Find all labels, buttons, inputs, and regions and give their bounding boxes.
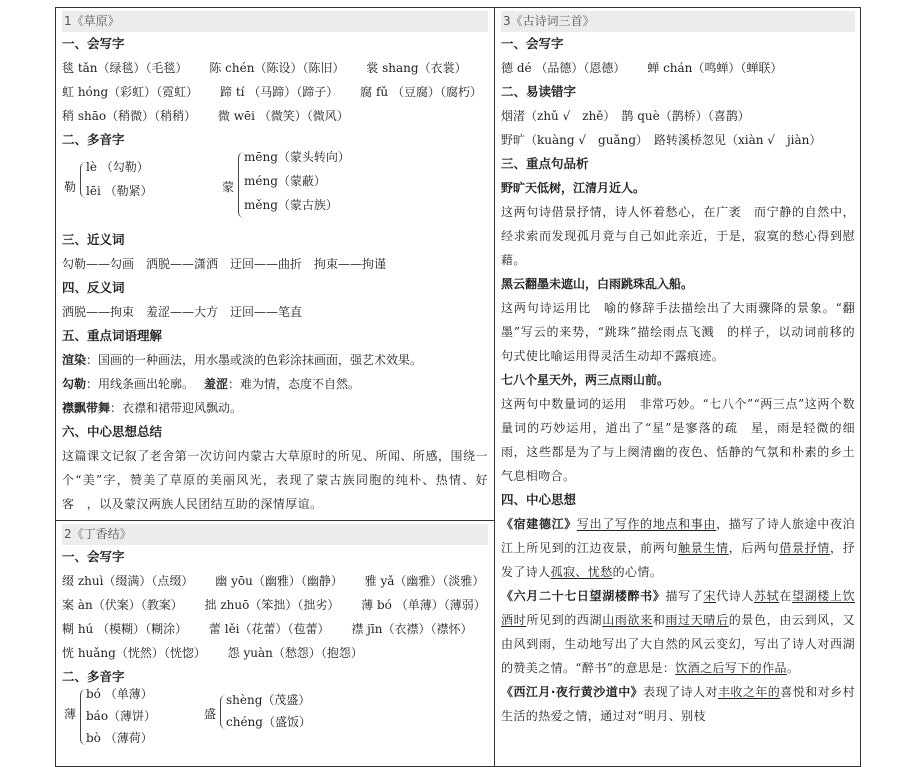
underlined-phrase: 孤寂、忧愁 bbox=[550, 565, 613, 579]
definition-line bbox=[62, 348, 488, 372]
poem-title: 《宿建德江》 bbox=[501, 517, 577, 531]
underlined-phrase: 饮酒之后写下的作品 bbox=[675, 661, 787, 675]
underlined-phrase: 借景抒情 bbox=[779, 541, 830, 555]
study-sheet bbox=[55, 7, 861, 767]
theme-text: 在 bbox=[779, 589, 792, 603]
word-line bbox=[62, 641, 488, 665]
underlined-phrase: 宋 bbox=[703, 589, 717, 603]
lesson-2-panel bbox=[56, 524, 494, 749]
theme-text: 描写了 bbox=[665, 589, 704, 603]
polyphone-reading: mēng（蒙头转向） bbox=[244, 150, 350, 164]
polyphone-char: 勒 bbox=[64, 180, 77, 194]
word-entry: 怨 yuàn（愁怨）（抱怨） bbox=[227, 646, 363, 660]
underlined-phrase: 触景生情 bbox=[678, 541, 729, 555]
section-title: 一、会写字 bbox=[62, 36, 125, 51]
theme-paragraph bbox=[501, 584, 855, 680]
polyphone-reading: bó （单薄） bbox=[86, 687, 153, 701]
word-entry: 毯 tǎn（绿毯）（毛毯） bbox=[62, 61, 188, 75]
polyphone-reading: lēi （勒紧） bbox=[86, 184, 153, 198]
theme-text: 的心情。 bbox=[612, 565, 663, 579]
section-title: 四、反义词 bbox=[62, 280, 125, 295]
analysis-paragraph: 这两句诗借景抒情，诗人怀着愁心，在广袤 而宁静的自然中，经求索而发现孤月竟与自己如此亲近，于是，寂寞的愁心得到慰藉。 bbox=[501, 205, 855, 267]
theme-text: ，抒发了诗人 bbox=[501, 541, 855, 579]
definition-term: 勾勒 bbox=[62, 377, 87, 391]
word-entry: 虹 hóng（彩虹）（霓虹） bbox=[62, 85, 199, 99]
word-entry: 腐 fǔ （豆腐）（腐朽） bbox=[360, 85, 482, 99]
word-entry: 德 dé （品德）（恩德） bbox=[501, 61, 626, 75]
word-entry: 糊 hú （模糊）（糊涂） bbox=[62, 622, 188, 636]
poem-title: 《六月二十七日望湖楼醉书》 bbox=[501, 589, 666, 603]
summary-paragraph: 这篇课文记叙了老舍第一次访问内蒙古大草原时的所见、所闻、所感，围绕一个“美”字，赞美了草原的美丽风光，表现了蒙古族同胞的纯朴、热情、好客 ，以及蒙汉两族人民团结互助的深情厚谊。 bbox=[62, 449, 488, 511]
definition-text: ：难为情，态度不自然。 bbox=[228, 377, 361, 391]
polyphone-char: 蒙 bbox=[222, 180, 235, 194]
word-entry: 微 wēi （微笑）（微风） bbox=[217, 109, 349, 123]
underlined-phrase: 望湖楼上饮酒时 bbox=[501, 589, 855, 627]
underlined-phrase: 丰收之年的 bbox=[717, 685, 781, 699]
section-title: 二、多音字 bbox=[62, 132, 125, 147]
word-line bbox=[62, 56, 488, 80]
underlined-phrase: 雨过天晴后 bbox=[665, 613, 729, 627]
analysis-paragraph: 这两句中数量词的运用 非常巧妙。“七八个”“两三点”这两个数量词的巧妙运用，道出了“星”是寥落的疏 星，雨是轻微的细雨，这些都是为了与上阕清幽的夜色、恬静的气氛和朴素的乡土气息相吻合。 bbox=[501, 397, 855, 483]
polyphone-reading: bò （薄荷） bbox=[86, 731, 153, 745]
definition-term: 羞涩 bbox=[204, 377, 229, 391]
section-title: 二、易读错字 bbox=[501, 84, 577, 99]
word-line bbox=[501, 56, 855, 80]
theme-paragraph bbox=[501, 512, 855, 584]
section-title: 六、中心思想总结 bbox=[62, 424, 163, 439]
word-entry: 案 àn（伏案）（教案） bbox=[62, 598, 183, 612]
misread-line: 烟渚（zhǔ √ zhě） 鹊 què（鹊桥）（喜鹊） bbox=[501, 109, 750, 123]
word-entry: 裳 shang（衣裳） bbox=[366, 61, 467, 75]
polyphone-block bbox=[62, 152, 488, 228]
word-line bbox=[62, 569, 488, 593]
polyphone-reading: báo（薄饼） bbox=[86, 709, 157, 723]
polyphone-reading: měng（蒙古族） bbox=[244, 198, 338, 212]
underlined-phrase: 山雨欲来 bbox=[602, 613, 653, 627]
theme-text: 。 bbox=[786, 661, 800, 675]
key-sentence: 七八个星天外，两三点雨山前。 bbox=[501, 373, 670, 387]
word-line bbox=[62, 593, 488, 617]
definition-term: 襟飘带舞 bbox=[62, 401, 111, 415]
word-entry: 恍 huǎng（恍然）（恍惚） bbox=[62, 646, 206, 660]
polyphone-block bbox=[62, 689, 488, 749]
right-column bbox=[495, 8, 861, 728]
definition-line bbox=[62, 372, 488, 396]
analysis-paragraph: 这两句诗运用比 喻的修辞手法描绘出了大雨骤降的景象。“翻墨”写云的来势，“跳珠”描绘雨点飞溅 的样子，以动词前移的句式使比喻运用得灵活生动却不露痕迹。 bbox=[501, 301, 855, 363]
poem-title: 《西江月·夜行黄沙道中》 bbox=[501, 685, 644, 699]
definition-text: ：衣襟和裙带迎风飘动。 bbox=[110, 401, 243, 415]
definition-term: 渲染 bbox=[62, 353, 87, 367]
polyphone-char: 薄 bbox=[64, 707, 77, 721]
key-sentence: 野旷天低树，江清月近人。 bbox=[501, 181, 646, 195]
word-entry: 薄 bó （单薄）（薄弱） bbox=[361, 598, 486, 612]
word-entry: 缀 zhuì（缀满）（点缀） bbox=[62, 574, 194, 588]
word-entry: 拙 zhuō（笨拙）（拙劣） bbox=[204, 598, 340, 612]
theme-paragraph bbox=[501, 680, 855, 728]
word-entry: 稍 shāo（稍微）（稍稍） bbox=[62, 109, 197, 123]
word-line bbox=[62, 617, 488, 641]
polyphone-reading: lè （勾勒） bbox=[86, 160, 149, 174]
definition-text: ：国画的一种画法，用水墨或淡的色彩涂抹画面，强艺术效果。 bbox=[86, 353, 423, 367]
theme-text: 所见到的西湖 bbox=[526, 613, 603, 627]
word-entry: 襟 jīn（衣襟）（襟怀） bbox=[351, 622, 473, 636]
word-entry: 雅 yǎ（幽雅）（淡雅） bbox=[364, 574, 485, 588]
left-column bbox=[56, 8, 495, 766]
section-title: 一、会写字 bbox=[501, 36, 564, 51]
theme-text: 代诗人 bbox=[716, 589, 755, 603]
section-title: 三、重点句品析 bbox=[501, 156, 589, 171]
word-line bbox=[62, 80, 488, 104]
word-entry: 蹄 tí （马蹄）（蹄子） bbox=[220, 85, 339, 99]
key-sentence: 黑云翻墨未遮山，白雨跳珠乱入船。 bbox=[501, 277, 694, 291]
underlined-phrase: 写出了写作的地点和事由 bbox=[576, 517, 717, 531]
theme-text: ，描写了诗人旅途中夜泊江上所见到的江边夜景，前两句 bbox=[501, 517, 856, 555]
polyphone-reading: méng（蒙蔽） bbox=[244, 174, 326, 188]
lesson-2-header: 2《丁香结》 bbox=[62, 524, 488, 545]
underlined-phrase: 苏轼 bbox=[754, 589, 780, 603]
section-title: 二、多音字 bbox=[62, 669, 125, 684]
theme-text: ，后两句 bbox=[728, 541, 780, 555]
section-title: 五、重点词语理解 bbox=[62, 328, 163, 343]
theme-text: 的景色，由云到风，又由风到雨，生动地写出了大自然的风云变幻，写出了诗人对西湖的赞美之情。“醉书”的意思是： bbox=[501, 613, 855, 675]
polyphone-reading: shèng（茂盛） bbox=[226, 693, 311, 707]
definition-text: ：用线条画出轮廓。 bbox=[86, 377, 195, 391]
theme-text: 表现了诗人对 bbox=[643, 685, 718, 699]
word-entry: 蝉 chán（鸣蝉）（蝉联） bbox=[647, 61, 783, 75]
section-title: 三、近义词 bbox=[62, 232, 125, 247]
theme-text: 喜悦和对乡村生活的热爱之情，通过对“明月、别枝 bbox=[501, 685, 855, 723]
synonym-line: 勾勒——勾画 洒脱——潇洒 迂回——曲折 拘束——拘谨 bbox=[62, 257, 387, 271]
antonym-line: 洒脱——拘束 羞涩——大方 迂回——笔直 bbox=[62, 305, 303, 319]
lesson-3-header: 3《古诗词三首》 bbox=[501, 11, 855, 32]
word-entry: 幽 yōu（幽雅）（幽静） bbox=[215, 574, 343, 588]
section-title: 四、中心思想 bbox=[501, 492, 577, 507]
polyphone-char: 盛 bbox=[204, 707, 217, 721]
theme-text: 和 bbox=[652, 613, 666, 627]
section-title: 一、会写字 bbox=[62, 549, 125, 564]
word-line bbox=[62, 104, 488, 128]
misread-line: 野旷（kuàng √ guǎng） 路转溪桥忽见（xiàn √ jiàn） bbox=[501, 133, 822, 147]
lesson-1-header: 1《草原》 bbox=[62, 11, 488, 32]
lesson-1-panel bbox=[56, 11, 494, 521]
polyphone-reading: chéng（盛饭） bbox=[226, 715, 311, 729]
word-entry: 陈 chén（陈设）（陈旧） bbox=[209, 61, 345, 75]
definition-line bbox=[62, 396, 488, 420]
word-entry: 蕾 lěi（花蕾）（苞蕾） bbox=[208, 622, 330, 636]
